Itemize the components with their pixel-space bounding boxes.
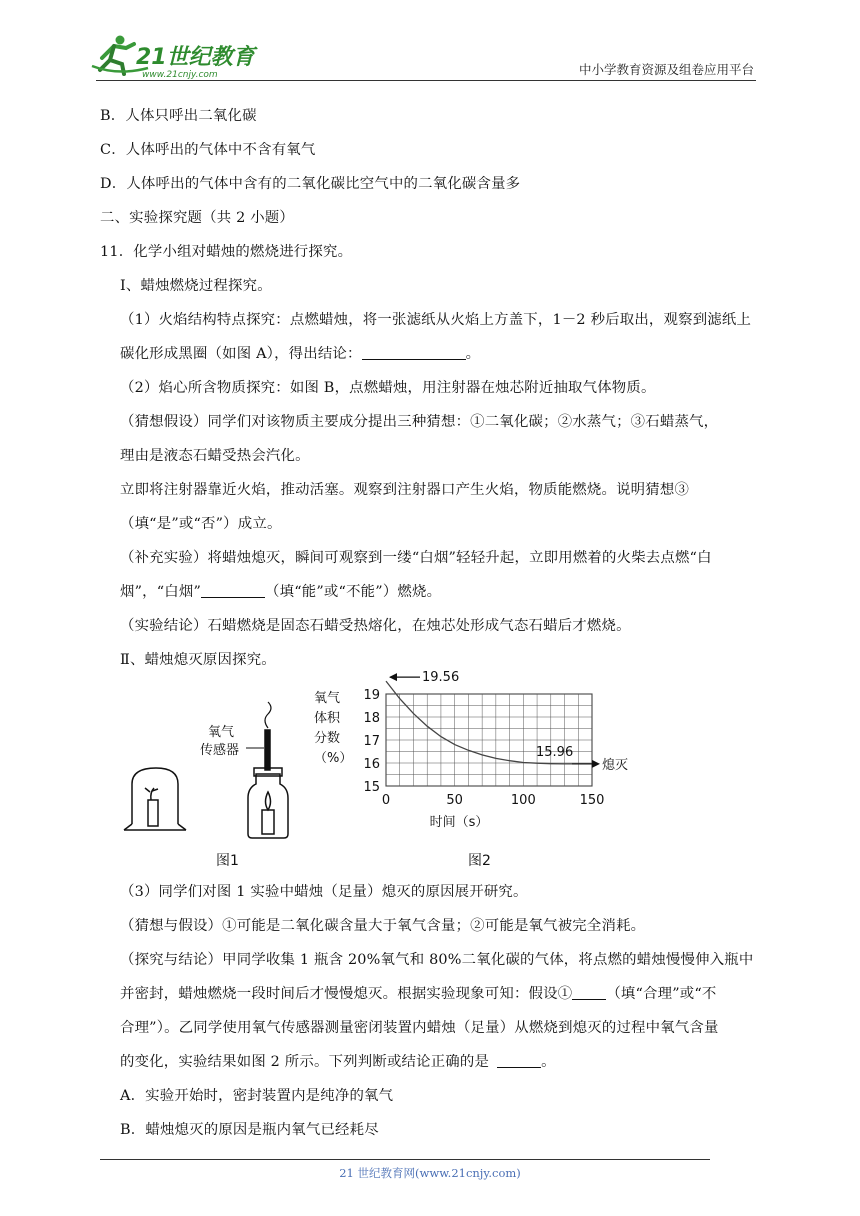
part-2-heading: Ⅱ、蜡烛熄灭原因探究。 xyxy=(120,652,276,668)
answer-blank-3[interactable] xyxy=(572,985,606,1000)
footer-text: 21 世纪教育网(www.21cnjy.com) xyxy=(339,1166,521,1180)
supplementary-experiment-cont: 烟”，“白烟” （填“能”或“不能”）燃烧。 xyxy=(120,584,442,600)
q3-hypothesis: （猜想与假设）①可能是二氧化碳含量大于氧气含量；②可能是氧气被完全消耗。 xyxy=(120,918,646,934)
x-tick-label: 150 xyxy=(579,793,605,808)
bottle-apparatus xyxy=(248,702,288,838)
q2-text: （2）焰心所含物质探究：如图 B，点燃蜡烛，用注射器在烛芯附近抽取气体物质。 xyxy=(120,380,656,396)
q3-inquiry: （探究与结论）甲同学收集 1 瓶含 20%氧气和 80%二氧化碳的气体，将点燃的蜡烛慢慢伸入瓶中 xyxy=(120,952,754,968)
experiment-observation-cont: （填“是”或“否”）成立。 xyxy=(120,516,282,532)
experiment-observation: 立即将注射器靠近火焰，推动活塞。观察到注射器口产生火焰，物质能燃烧。说明猜想③ xyxy=(120,482,690,498)
svg-text:21世纪教育: 21世纪教育 xyxy=(136,45,255,70)
answer-blank-2[interactable] xyxy=(201,583,265,598)
header-platform-text: 中小学教育资源及组卷应用平台 xyxy=(578,62,754,77)
header-divider xyxy=(96,80,756,81)
x-tick-label: 100 xyxy=(510,793,536,808)
x-axis-label: 时间（s） xyxy=(429,815,489,830)
hypothesis-text: （猜想假设）同学们对该物质主要成分提出三种猜想：①二氧化碳；②水蒸气；③石蜡蒸气， xyxy=(120,414,719,430)
chart-grid xyxy=(386,694,592,786)
y-label-line: 氧气 xyxy=(314,691,341,706)
answer-blank-1[interactable] xyxy=(362,345,466,360)
oxygen-chart xyxy=(310,670,640,852)
y-ticks xyxy=(363,688,380,795)
y-axis-label xyxy=(314,691,352,766)
supplementary-experiment: （补充实验）将蜡烛熄灭，瞬间可观察到一缕“白烟”轻轻升起，立即用燃着的火柴去点燃“白 xyxy=(120,550,712,566)
figure-1-caption: 图1 xyxy=(216,853,239,869)
start-arrowhead xyxy=(389,673,397,681)
option-c: C．人体呼出的气体中不含有氧气 xyxy=(100,142,316,158)
part-1-heading: Ⅰ、蜡烛燃烧过程探究。 xyxy=(120,278,272,294)
hypothesis-reason: 理由是液态石蜡受热会汽化。 xyxy=(120,448,310,464)
q3-text: （3）同学们对图 1 实验中蜡烛（足量）熄灭的原因展开研究。 xyxy=(120,884,528,900)
start-value-label: 19.56 xyxy=(422,670,460,686)
svg-text:www.21cnjy.com: www.21cnjy.com xyxy=(142,70,218,80)
y-tick-label: 16 xyxy=(363,757,380,772)
q1-text-cont: 碳化形成黑圈（如图 A），得出结论： 。 xyxy=(120,346,481,362)
q3-inquiry-cont-2: 合理”）。乙同学使用氧气传感器测量密闭装置内蜡烛（足量）从燃烧到熄灭的过程中氧气含量 xyxy=(120,1020,719,1036)
y-label-line: 体积 xyxy=(314,711,341,726)
x-tick-label: 50 xyxy=(446,793,463,808)
x-tick-label: 0 xyxy=(381,793,391,808)
y-tick-label: 18 xyxy=(363,711,380,726)
choice-a: A．实验开始时，密封装置内是纯净的氧气 xyxy=(120,1088,394,1104)
option-b: B．人体只呼出二氧化碳 xyxy=(100,108,257,124)
figure-2-caption: 图2 xyxy=(468,853,491,869)
end-value-label: 15.96 xyxy=(536,744,574,760)
bell-jar-apparatus xyxy=(124,768,186,830)
q1-text: （1）火焰结构特点探究：点燃蜡烛，将一张滤纸从火焰上方盖下，1－2 秒后取出，观察到滤纸上 xyxy=(120,312,752,328)
y-label-line: 分数 xyxy=(314,731,341,746)
option-d: D．人体呼出的气体中含有的二氧化碳比空气中的二氧化碳含量多 xyxy=(100,176,521,192)
q3-inquiry-cont: 并密封，蜡烛燃烧一段时间后才慢慢熄灭。根据实验现象可知：假设① （填“合理”或“不 xyxy=(120,986,717,1002)
site-logo xyxy=(88,30,268,82)
q3-question: 的变化，实验结果如图 2 所示。下列判断或结论正确的是 。 xyxy=(120,1054,556,1070)
figure-2 xyxy=(310,670,640,872)
y-tick-label: 15 xyxy=(363,780,380,795)
x-ticks xyxy=(382,793,605,808)
section-heading: 二、实验探究题（共 2 小题） xyxy=(100,210,294,226)
experiment-conclusion: （实验结论）石蜡燃烧是固态石蜡受热熔化，在烛芯处形成气态石蜡后才燃烧。 xyxy=(120,618,631,634)
question-11-stem: 11．化学小组对蜡烛的燃烧进行探究。 xyxy=(100,244,353,260)
choice-b: B．蜡烛熄灭的原因是瓶内氧气已经耗尽 xyxy=(120,1122,379,1138)
y-tick-label: 19 xyxy=(363,688,380,703)
figure-1 xyxy=(118,688,318,868)
extinguished-label: 熄灭 xyxy=(602,757,629,773)
footer-divider xyxy=(100,1159,710,1160)
answer-blank-4[interactable] xyxy=(497,1053,541,1068)
y-label-line: （%） xyxy=(314,751,353,766)
end-arrowhead xyxy=(592,760,600,768)
sensor-label-1: 氧气 xyxy=(208,725,235,740)
y-tick-label: 17 xyxy=(363,734,380,749)
sensor-label-2: 传感器 xyxy=(200,743,240,758)
